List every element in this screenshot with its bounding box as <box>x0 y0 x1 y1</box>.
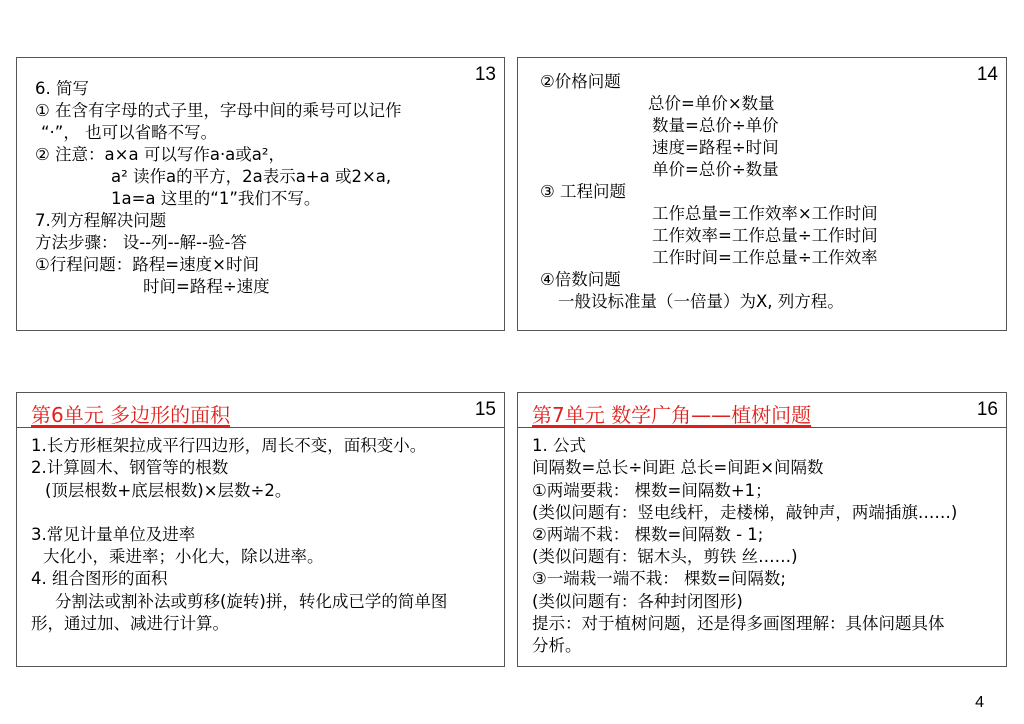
text-line: ③ 工程问题 <box>540 182 627 201</box>
slide-14 <box>517 57 1007 331</box>
slide-title: 第7单元 数学广角——植树问题 <box>532 403 812 427</box>
slide-16 <box>517 392 1007 667</box>
text-line: 4. 组合图形的面积 <box>31 569 168 588</box>
text-line: 提示：对于植树问题，还是得多画图理解：具体问题具体 <box>532 614 945 633</box>
text-line: 形，通过加、减进行计算。 <box>31 614 229 633</box>
text-line: (顶层根数+底层根数)×层数÷2。 <box>45 481 292 500</box>
slide-15 <box>16 392 505 667</box>
slide-number: 14 <box>976 64 998 85</box>
title-divider <box>518 427 1006 428</box>
text-line: ①行程问题：路程=速度×时间 <box>35 255 259 274</box>
slide-number: 13 <box>474 64 496 85</box>
text-line: 时间=路程÷速度 <box>143 277 270 296</box>
text-line: 方法步骤： 设--列--解--验-答 <box>35 233 247 252</box>
text-line: ②价格问题 <box>540 72 621 91</box>
text-line: 分析。 <box>532 636 582 655</box>
text-line: 7.列方程解决问题 <box>35 211 167 230</box>
text-line: ①两端要栽： 棵数=间隔数+1； <box>532 481 772 500</box>
text-line: “·”， 也可以省略不写。 <box>41 123 218 142</box>
text-line: 1.长方形框架拉成平行四边形，周长不变，面积变小。 <box>31 436 427 455</box>
text-line: 单价=总价÷数量 <box>652 160 779 179</box>
text-line: (类似问题有：各种封闭图形) <box>532 592 743 611</box>
text-line: ②两端不栽： 棵数=间隔数 - 1; <box>532 525 764 544</box>
slide-number: 16 <box>976 399 998 420</box>
text-line: (类似问题有：锯木头，剪铁 丝……) <box>532 547 798 566</box>
text-line: a² 读作a的平方，2a表示a+a 或2×a, <box>111 167 392 186</box>
text-line: ③一端栽一端不栽： 棵数=间隔数; <box>532 569 786 588</box>
text-line: 3.常见计量单位及进率 <box>31 525 196 544</box>
text-line: (类似问题有：竖电线杆，走楼梯，敲钟声，两端插旗……) <box>532 503 958 522</box>
text-line: 间隔数=总长÷间距 总长=间距×间隔数 <box>532 458 824 477</box>
page-number: 4 <box>975 694 984 711</box>
text-line: 速度=路程÷时间 <box>652 138 779 157</box>
text-line: 分割法或割补法或剪移(旋转)拼，转化成已学的简单图 <box>55 592 448 611</box>
slide-number: 15 <box>474 399 496 420</box>
text-line: 数量=总价÷单价 <box>652 116 779 135</box>
text-line: 总价=单价×数量 <box>648 94 775 113</box>
text-line: ① 在含有字母的式子里，字母中间的乘号可以记作 <box>35 101 402 120</box>
text-line: 大化小，乘进率；小化大，除以进率。 <box>43 547 324 566</box>
text-line: 工作时间=工作总量÷工作效率 <box>652 248 878 267</box>
text-line: 工作效率=工作总量÷工作时间 <box>652 226 878 245</box>
text-line: ② 注意：a×a 可以写作a·a或a²， <box>35 145 286 164</box>
title-divider <box>17 427 504 428</box>
text-line: 6. 简写 <box>35 79 89 98</box>
text-line: 工作总量=工作效率×工作时间 <box>652 204 878 223</box>
slide-title: 第6单元 多边形的面积 <box>31 403 231 427</box>
text-line: 1a=a 这里的“1”我们不写。 <box>111 189 321 208</box>
text-line: ④倍数问题 <box>540 270 621 289</box>
text-line: 一般设标准量（一倍量）为X, 列方程。 <box>558 292 844 311</box>
text-line: 2.计算圆木、钢管等的根数 <box>31 458 229 477</box>
text-line: 1. 公式 <box>532 436 586 455</box>
slide-13 <box>16 57 505 331</box>
